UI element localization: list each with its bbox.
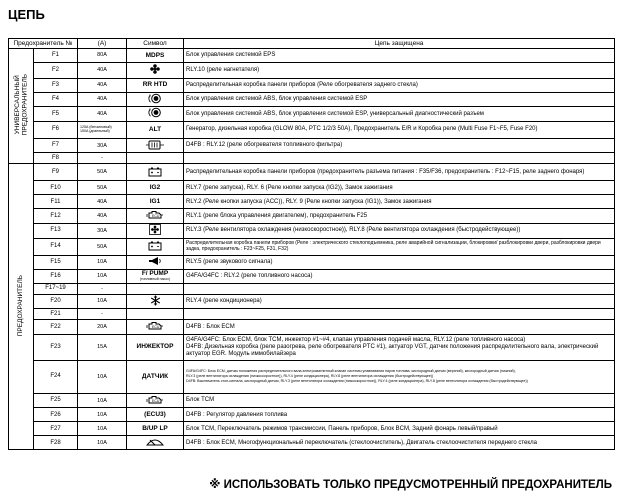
fuse-symbol: [127, 181, 184, 195]
circuit-text: Распределительная коробка панели приборов (Реле обогревателя заднего стекла): [186, 81, 418, 88]
amperage-value: 40A: [97, 198, 107, 205]
symbol-label: ДАТЧИК: [141, 372, 169, 380]
fuse-symbol: [127, 294, 184, 309]
symbol-label: IG2: [149, 184, 161, 192]
circuit-text: RLY.3 (Реле вентилятора охлаждения (низкоскоростное)), RLY.8 (Реле вентилятора охлаждения (быстродействующее)): [186, 227, 521, 234]
battery-icon: [147, 166, 163, 180]
engine-control-icon: [146, 320, 164, 334]
amperage-value: 40A: [97, 67, 107, 74]
circuit-text: D4FB : Блок ECM: [186, 323, 235, 330]
circuit-text: Блок управления системой ABS, блок управления системой ESP: [186, 96, 368, 103]
amperage-value: 10A: [97, 298, 107, 305]
fuse-symbol: [127, 107, 184, 122]
circuit-description: [184, 107, 615, 122]
battery-icon: [147, 240, 163, 254]
fuse-symbol: [127, 63, 184, 79]
fuse-number: F26: [34, 408, 78, 422]
svg-text:1: 1: [149, 93, 151, 98]
fuse-amperage: [78, 320, 127, 335]
fuse-number: F23: [34, 334, 78, 360]
fuse-symbol: [127, 138, 184, 153]
fuse-number: F10: [34, 181, 78, 195]
table-row: [9, 121, 615, 138]
engine-control-icon: [146, 394, 164, 408]
amperage-value: -: [101, 285, 103, 292]
fuse-table: [8, 38, 615, 450]
group-universal-fuse: [9, 49, 34, 164]
fuse-symbol: [127, 238, 184, 255]
circuit-description: [184, 121, 615, 138]
fuse-symbol: [127, 255, 184, 269]
fuse-amperage: [78, 309, 127, 320]
fuse-amperage: [78, 63, 127, 79]
fuse-number: F13: [34, 223, 78, 238]
circuit-text: D4FB : RLY.12 (реле обогревателя топливного фильтра): [186, 142, 343, 149]
fuse-number: F7: [34, 138, 78, 153]
circuit-description: [184, 393, 615, 408]
circuit-description: [184, 309, 615, 320]
table-row: [9, 107, 615, 122]
fuse-amperage: [78, 238, 127, 255]
table-row: [9, 153, 615, 164]
abs-icon: [148, 93, 162, 107]
circuit-description: [184, 334, 615, 360]
group-label: ПРЕДОХРАНИТЕЛЬ: [17, 274, 25, 337]
fuse-symbol: [127, 121, 184, 138]
fuse-amperage: [78, 360, 127, 393]
fuse-amperage: [78, 255, 127, 269]
group-fuse: [9, 164, 34, 450]
circuit-description: [184, 436, 615, 450]
fuse-number: F6: [34, 121, 78, 138]
table-row: [9, 78, 615, 92]
circuit-text: Генератор, дизельная коробка (GLOW 80A, PTC 1/2/3 50A), Предохранитель E/R и Коробка реле (Multi Fuse F1~F5, Fuse F20): [186, 126, 538, 133]
circuit-text: Блок TCM: [186, 397, 215, 404]
fan-icon: [149, 63, 161, 78]
table-row: [9, 334, 615, 360]
circuit-text: Распределительная коробка панели приборов (Реле : электрического стеклоподъемника, реле аварийной сигнализации, блокировки/ разблокировки двери, разблокировки двери задка, предохранитель : F23~F25, F31, F32): [186, 240, 601, 252]
circuit-text: RLY.10 (реле нагнетателя): [186, 67, 260, 73]
abs-icon: [148, 107, 162, 121]
circuit-description: [184, 92, 615, 107]
fuse-symbol: [127, 153, 184, 164]
fuse-symbol: [127, 309, 184, 320]
circuit-text: RLY.1 (реле блока управления двигателем), предохранитель F25: [186, 212, 368, 219]
svg-text:ECU: ECU: [152, 325, 160, 330]
amperage-value: 10A: [97, 397, 107, 404]
fuse-amperage: [78, 92, 127, 107]
fuse-symbol: [127, 436, 184, 450]
circuit-text: Блок TCM, Переключатель режимов трансмиссии, Панель приборов, Блок BCM, Задний фонарь левый/правый: [186, 425, 498, 432]
amperage-value: 15A: [97, 344, 107, 351]
circuit-description: [184, 408, 615, 422]
table-row: [9, 320, 615, 335]
fuel-filter-heater-icon: [145, 139, 165, 153]
fuse-number: F20: [34, 294, 78, 309]
circuit-text: RLY.5 (реле звукового сигнала): [186, 258, 273, 265]
fuse-amperage: [78, 107, 127, 122]
amperage-value: 20A: [97, 323, 107, 330]
fuse-symbol: [127, 269, 184, 283]
fuse-amperage: [78, 209, 127, 224]
table-row: [9, 422, 615, 436]
fuse-number: F8: [34, 153, 78, 164]
fuse-number: F25: [34, 393, 78, 408]
fuse-number: F24: [34, 360, 78, 393]
fuse-amperage: [78, 195, 127, 209]
circuit-description: [184, 269, 615, 283]
fuse-symbol: [127, 164, 184, 181]
fuse-number: F1: [34, 49, 78, 63]
amperage-value: 40A: [97, 110, 107, 117]
fuse-amperage: [78, 138, 127, 153]
circuit-description: [184, 255, 615, 269]
amperage-value: 40A: [97, 96, 107, 103]
table-row: [9, 49, 615, 63]
fuse-symbol: [127, 283, 184, 294]
fuse-symbol: [127, 78, 184, 92]
fuse-number: F17~19: [34, 283, 78, 294]
fuse-amperage: [78, 334, 127, 360]
table-row: [9, 294, 615, 309]
table-row: [9, 181, 615, 195]
fuse-amperage: [78, 181, 127, 195]
amperage-value: 50A: [97, 184, 107, 191]
svg-text:ECU: ECU: [152, 398, 160, 403]
symbol-label: (ECU3): [144, 411, 166, 419]
amperage-value: 30A: [97, 227, 107, 234]
fuse-amperage: [78, 294, 127, 309]
fuse-number: F22: [34, 320, 78, 335]
circuit-description: [184, 181, 615, 195]
circuit-description: [184, 153, 615, 164]
amperage-value: -: [101, 311, 103, 318]
fuse-amperage: [78, 422, 127, 436]
table-row: [9, 92, 615, 107]
fuse-symbol: [127, 195, 184, 209]
table-row: [9, 408, 615, 422]
page-title: ЦЕПЬ: [8, 7, 45, 22]
amperage-value: 10A: [97, 439, 107, 446]
symbol-label: F/ PUMP: [141, 270, 169, 278]
amperage-value: 30A: [97, 142, 107, 149]
fuse-number: F14: [34, 238, 78, 255]
table-row: [9, 223, 615, 238]
circuit-text: D4FB : Регулятор давления топлива: [186, 411, 288, 418]
circuit-description: [184, 209, 615, 224]
amperage-value: 50A: [97, 243, 107, 250]
circuit-description: [184, 320, 615, 335]
circuit-description: [184, 283, 615, 294]
circuit-text: RLY.4 (реле кондиционера): [186, 298, 262, 305]
fuse-amperage: [78, 269, 127, 283]
fuse-amperage: [78, 153, 127, 164]
table-row: [9, 309, 615, 320]
symbol-label: B/UP LP: [142, 425, 168, 433]
circuit-text: Блок управления системой EPS: [186, 52, 276, 59]
circuit-text: D4FB : Блок ECM, Многофункциональный переключатель (стеклоочиститель), Двигатель стеклоочистителя переднего стекла: [186, 439, 537, 446]
fuse-symbol: [127, 360, 184, 393]
fuse-symbol: [127, 92, 184, 107]
header-symbol: Символ: [127, 39, 184, 49]
table-row: [9, 269, 615, 283]
symbol-label: IG1: [149, 198, 161, 206]
circuit-text: Распределительная коробка панели приборов (предохранитель разъема питания : F35/F36, предохранитель : F12~F15, реле заднего фонаря): [186, 169, 585, 176]
amperage-value: 125A (бензиновый) 150A (дизельный): [80, 124, 112, 133]
circuit-description: [184, 422, 615, 436]
symbol-label: MDPS: [145, 51, 165, 59]
fuse-amperage: [78, 164, 127, 181]
fuse-amperage: [78, 283, 127, 294]
header-fuse-number: Предохранитель №: [9, 39, 78, 49]
fuse-number: F4: [34, 92, 78, 107]
table-row: [9, 138, 615, 153]
amperage-value: 10A: [97, 411, 107, 418]
fuse-symbol: [127, 320, 184, 335]
fuse-symbol: [127, 422, 184, 436]
table-row: [9, 360, 615, 393]
circuit-description: [184, 138, 615, 153]
circuit-description: [184, 223, 615, 238]
amperage-value: 10A: [97, 425, 107, 432]
table-header-row: [9, 39, 615, 49]
cooling-fan-icon: [149, 224, 161, 238]
engine-control-icon: [146, 209, 164, 223]
horn-icon: [147, 256, 163, 269]
group-label: УНИВЕРСАЛЬНЫЙ ПРЕДОХРАНИТЕЛЬ: [13, 74, 28, 136]
amperage-value: 80A: [97, 52, 107, 59]
table-row: [9, 283, 615, 294]
table-row: [9, 238, 615, 255]
fuse-number: F12: [34, 209, 78, 224]
amperage-value: -: [101, 155, 103, 162]
amperage-value: 10A: [97, 273, 107, 280]
symbol-sublabel: (топливный насос): [139, 276, 171, 281]
fuse-number: F28: [34, 436, 78, 450]
circuit-description: [184, 49, 615, 63]
symbol-label: ALT: [148, 125, 162, 133]
amperage-value: 40A: [97, 82, 107, 89]
amperage-value: 10A: [97, 259, 107, 266]
header-circuit: Цепь защищена: [184, 39, 615, 49]
circuit-text: G4FA/G4FC: Блок ECM, датчик положения распределительного вала,электромагнитный клапан системы улавливания паров топлива, кислородный датчик (верхний), кислородный датчик (нижний), RLY.3 (реле вентилятора охлаждения (низкоскоростное)), RLY.4 (реле кондиционера), RLY.8 (реле вентилятора охлаждения (быстродействующее)) D4FB: Выключатель стоп-сигнала, кислородный датчик, RLY.3 (реле вентилятора охлаждения (низкоскоростное)), RLY.4 (реле кондиционера), RLY.8 (реле вентилятора охлаждения (быстродействующее)): [186, 369, 528, 384]
circuit-description: [184, 164, 615, 181]
header-amperage: (A): [78, 39, 127, 49]
symbol-label: ИНЖЕКТОР: [136, 343, 174, 351]
fuse-number: F21: [34, 309, 78, 320]
svg-text:ECU: ECU: [152, 214, 160, 219]
table-row: [9, 164, 615, 181]
table-row: [9, 195, 615, 209]
fuse-amperage: [78, 393, 127, 408]
fuse-amperage: [78, 223, 127, 238]
circuit-description: [184, 195, 615, 209]
fuse-number: F27: [34, 422, 78, 436]
fuse-symbol: [127, 209, 184, 224]
fuse-symbol: [127, 393, 184, 408]
table-row: [9, 393, 615, 408]
fuse-symbol: [127, 334, 184, 360]
fuse-amperage: [78, 78, 127, 92]
fuse-number: F11: [34, 195, 78, 209]
fuse-number: F2: [34, 63, 78, 79]
circuit-text: G4FA/G4FC: Блок ECM, блок TCM, инжектор #1~#4, клапан управления подачей масла, RLY.12 (реле топливного насоса) D4FB: Дизельная коробка (реле разогрева, реле обогревателя PTC #1), актуатор VGT, датчик положения распределительного вала, электрический актуатор EGR. Модуль иммобилайзера: [186, 337, 599, 357]
symbol-label: RR HTD: [142, 81, 168, 89]
fuse-symbol: [127, 408, 184, 422]
circuit-text: RLY.2 (Реле кнопки запуска (ACC)), RLY. 9 (Реле кнопки запуска (IG1)), Замок зажигания: [186, 198, 432, 205]
amperage-value: 40A: [97, 213, 107, 220]
footer-note: ※ ИСПОЛЬЗОВАТЬ ТОЛЬКО ПРЕДУСМОТРЕННЫЙ ПРЕДОХРАНИТЕЛЬ: [209, 479, 612, 491]
fuse-number: F5: [34, 107, 78, 122]
fuse-amperage: [78, 121, 127, 138]
wiper-icon: [146, 437, 164, 450]
fuse-symbol: [127, 49, 184, 63]
circuit-description: [184, 63, 615, 79]
circuit-text: RLY.7 (реле запуска), RLY. 6 (Реле кнопки запуска (IG2)), Замок зажигания: [186, 184, 393, 191]
fuse-number: F9: [34, 164, 78, 181]
fuse-amperage: [78, 49, 127, 63]
fuse-symbol: [127, 223, 184, 238]
table-row: [9, 63, 615, 79]
table-row: [9, 436, 615, 450]
amperage-value: 50A: [97, 169, 107, 176]
fuse-number: F3: [34, 78, 78, 92]
circuit-description: [184, 238, 615, 255]
circuit-text: G4FA/G4FC : RLY.2 (реле топливного насоса): [186, 272, 313, 279]
circuit-description: [184, 360, 615, 393]
fuse-amperage: [78, 436, 127, 450]
fuse-amperage: [78, 408, 127, 422]
circuit-text: Блок управления системой ABS, блок управления системой ESP, универсальный диагностический разъем: [186, 110, 484, 117]
fuse-number: F15: [34, 255, 78, 269]
svg-text:1: 1: [149, 107, 151, 112]
table-row: [9, 255, 615, 269]
table-row: [9, 209, 615, 224]
air-conditioner-icon: [150, 295, 161, 309]
circuit-description: [184, 294, 615, 309]
circuit-description: [184, 78, 615, 92]
fuse-number: F16: [34, 269, 78, 283]
amperage-value: 10A: [97, 373, 107, 380]
